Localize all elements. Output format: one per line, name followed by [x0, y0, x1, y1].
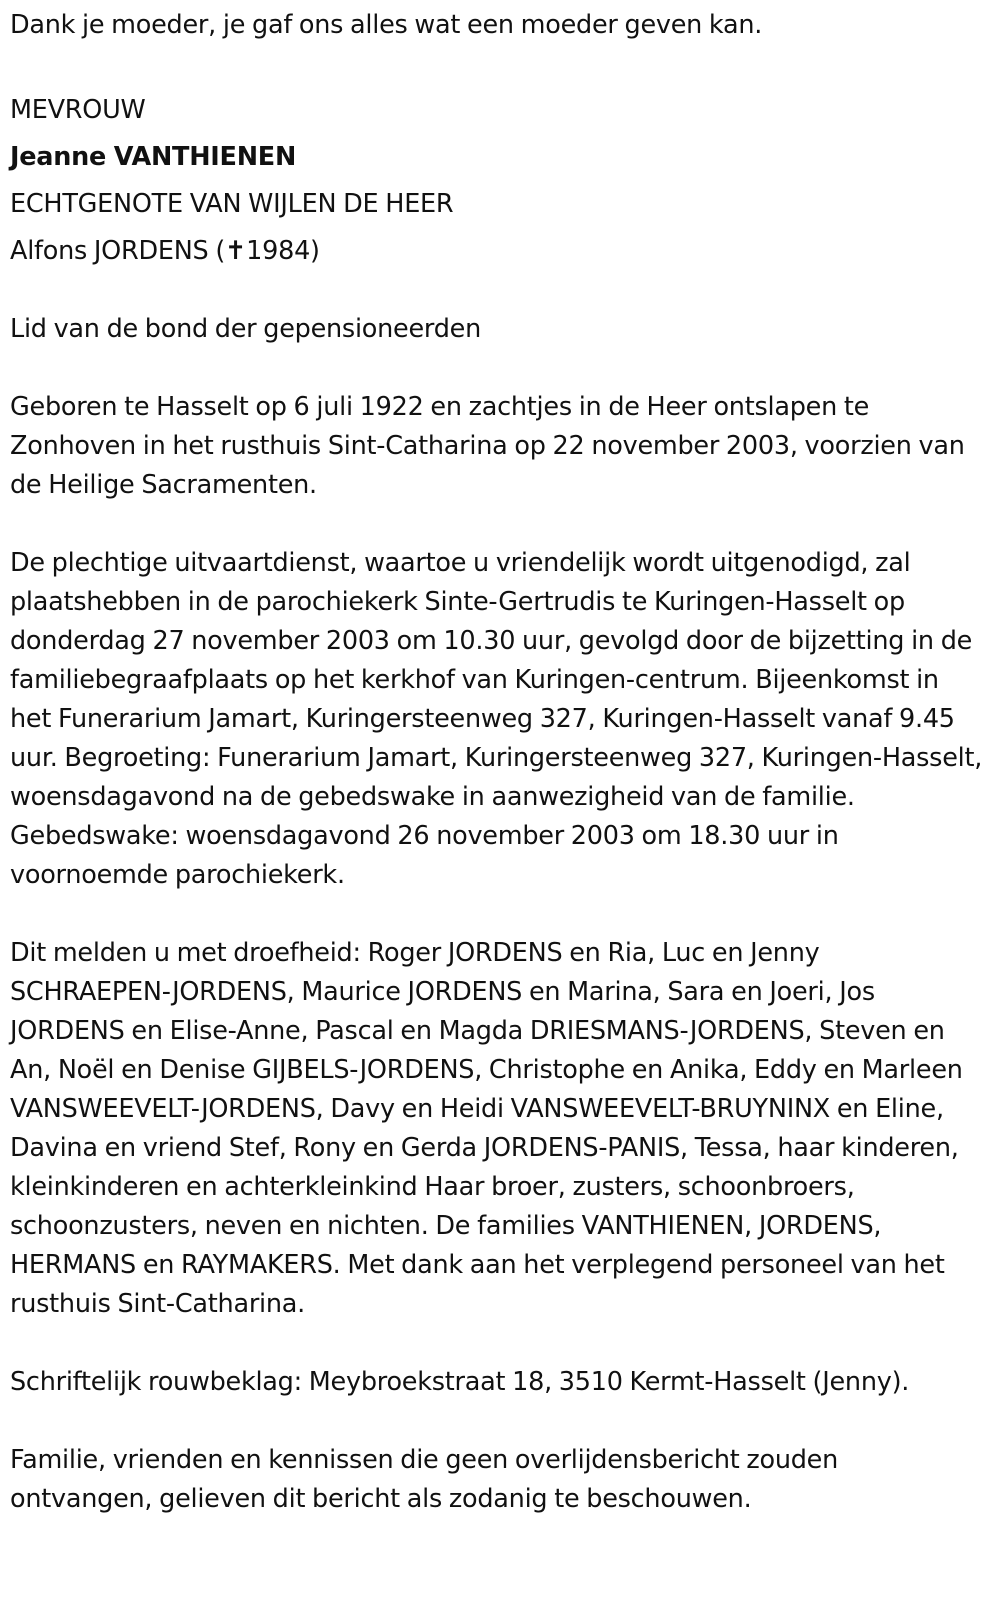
spouse-title: ECHTGENOTE VAN WIJLEN DE HEER — [10, 189, 454, 219]
obituary-document — [10, 0, 985, 1519]
honorific: MEVROUW — [10, 95, 146, 125]
intro-quote: Dank je moeder, je gaf ons alles wat een moeder geven kan. — [10, 10, 763, 40]
family-paragraph: Dit melden u met droefheid: Roger JORDENS en Ria, Luc en Jenny SCHRAEPEN-JORDENS, Maurice JORDENS en Marina, Sara en Joeri, Jos JORDENS en Elise-Anne, Pascal en Magda DRIESMANS-JORDENS, Steven en An, Noël en Denise GIJBELS-JORDENS, Christophe en Anika, Eddy en Marleen VANSWEEVELT-JORDENS, Davy en Heidi VANSWEEVELT-BRUYNINX en Eline, Davina en vriend Stef, Rony en Gerda JORDENS-PANIS, Tessa, haar kinderen, kleinkinderen en achterkleinkind Haar broer, zusters, schoonbroers, schoonzusters, neven en nichten. De families VANTHIENEN, JORDENS, HERMANS en RAYMAKERS. Met dank aan het verplegend personeel van het rusthuis Sint-Catharina. — [10, 938, 963, 1319]
spouse-name: Alfons JORDENS (✝1984) — [10, 236, 320, 266]
closing-paragraph: Familie, vrienden en kennissen die geen overlijdensbericht zouden ontvangen, gelieven dit bericht als zodanig te beschouwen. — [10, 1445, 839, 1514]
membership: Lid van de bond der gepensioneerden — [10, 314, 481, 344]
funeral-paragraph: De plechtige uitvaartdienst, waartoe u vriendelijk wordt uitgenodigd, zal plaatshebben in de parochiekerk Sinte-Gertrudis te Kuringen-Hasselt op donderdag 27 november 2003 om 10.30 uur, gevolgd door de bijzetting in de familiebegraafplaats op het kerkhof van Kuringen-centrum. Bijeenkomst in het Funerarium Jamart, Kuringersteenweg 327, Kuringen-Hasselt vanaf 9.45 uur. Begroeting: Funerarium Jamart, Kuringersteenweg 327, Kuringen-Hasselt, woensdagavond na de gebedswake in aanwezigheid van de familie. Gebedswake: woensdagavond 26 november 2003 om 18.30 uur in voornoemde parochiekerk. — [10, 548, 983, 890]
deceased-name: Jeanne VANTHIENEN — [10, 142, 297, 172]
birth-death-paragraph: Geboren te Hasselt op 6 juli 1922 en zachtjes in de Heer ontslapen te Zonhoven in het rusthuis Sint-Catharina op 22 november 2003, voorzien van de Heilige Sacramenten. — [10, 392, 965, 500]
condolences-paragraph: Schriftelijk rouwbeklag: Meybroekstraat 18, 3510 Kermt-Hasselt (Jenny). — [10, 1367, 910, 1397]
